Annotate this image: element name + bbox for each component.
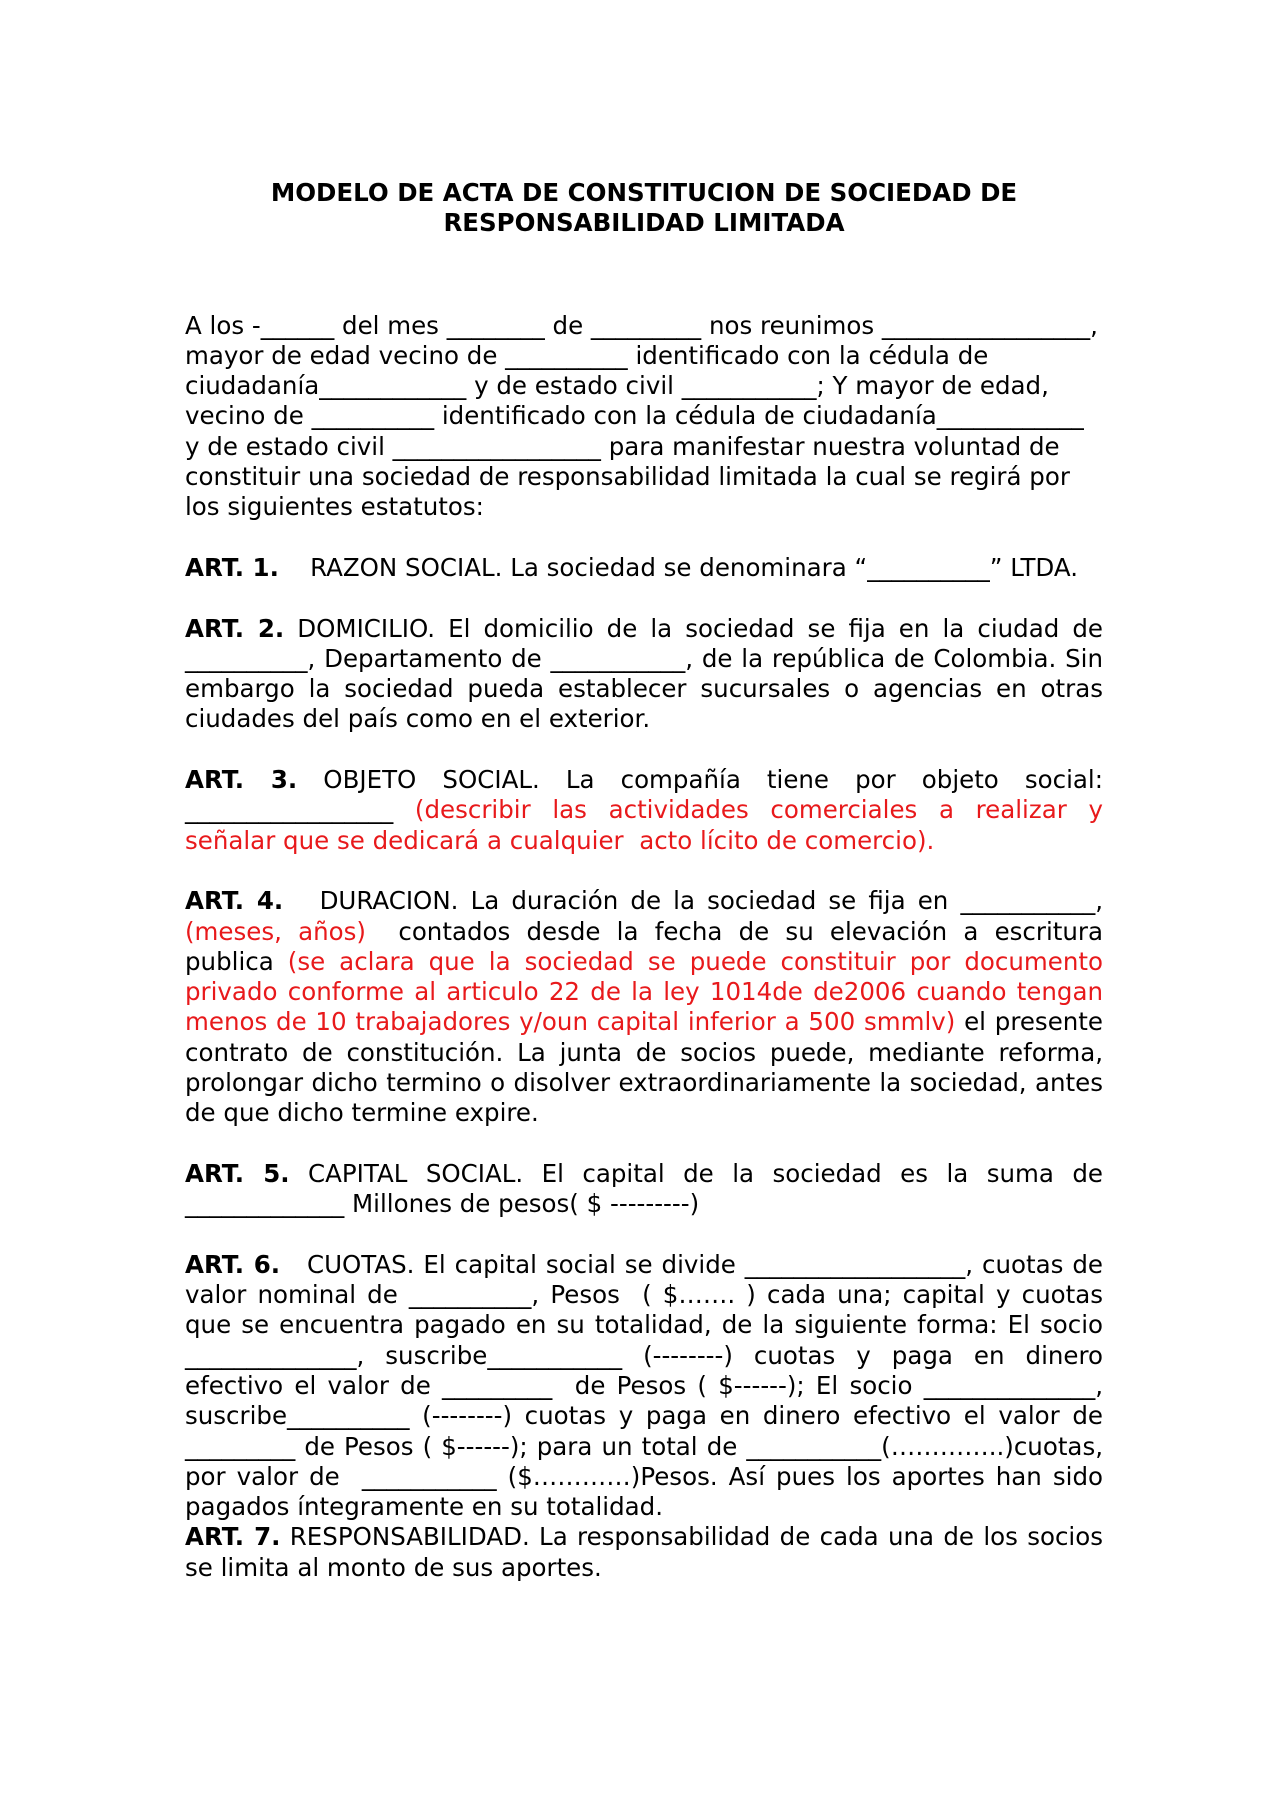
article-4 [185, 886, 1111, 1128]
title-line-1: MODELO DE ACTA DE CONSTITUCION DE SOCIEDAD DE [270, 178, 1018, 207]
document-title [185, 178, 1103, 239]
article-4-text-a: DURACION. La duración de la sociedad se fija en ___________, [283, 886, 1111, 916]
article-2-label: ART. 2. [185, 613, 285, 643]
article-1-label: ART. 1. [185, 552, 279, 582]
article-3-label: ART. 3. [185, 765, 298, 795]
article-3 [185, 765, 1111, 856]
article-7 [185, 1522, 1103, 1583]
article-4-note-b: (se aclara que la sociedad se puede constituir por documento privado conforme al articulo 22 de la ley 1014de de2006 cuando tengan menos de 10 trabajadores y/oun capital inferior a 500 smmlv) [185, 946, 1103, 1037]
article-4-note-a: (meses, años) [185, 916, 366, 946]
article-2-text: DOMICILIO. El domicilio de la sociedad se fija en la ciudad de __________, Departamento de ___________, de la república de Colombia. Sin embargo la sociedad pueda establecer sucursales o agencias en otras ciudades del país como en el exterior. [185, 613, 1111, 734]
article-7-text: RESPONSABILIDAD. La responsabilidad de cada una de los socios se limita al monto de sus aportes. [185, 1522, 1103, 1582]
article-6 [185, 1249, 1111, 1523]
article-4-label: ART. 4. [185, 886, 284, 916]
article-1 [185, 553, 1103, 583]
title-line-2: RESPONSABILIDAD LIMITADA [443, 208, 845, 238]
intro-paragraph: A los -______ del mes ________ de _________ nos reunimos _________________, mayor de edad vecino de __________ identificado con la cédula de ciudadanía____________ y de estado civil ___________; Y mayor de edad, vecino de __________ identificado con la cédula de ciudadanía____________ y de estado civil _________________ para manifestar nuestra voluntad de constituir una sociedad de responsabilidad limitada la cual se regirá por los siguientes estatutos: [185, 310, 1098, 522]
article-5-label: ART. 5. [185, 1158, 290, 1188]
article-4-text-b: contados desde la fecha de su elevación a escritura publica [185, 916, 1111, 976]
article-5-text: CAPITAL SOCIAL. El capital de la sociedad es la suma de _____________ Millones de pesos( $ ---------) [185, 1158, 1103, 1219]
article-6-text: CUOTAS. El capital social se divide __________________, cuotas de valor nominal de __________, Pesos ( $……. ) cada una; capital y cuotas que se encuentra pagado en su totalidad, de la siguiente forma: El socio ______________, suscribe___________ (--------) cuotas y paga en dinero efectivo el valor de _________ de Pesos ( $------); El socio ______________, suscribe__________ (--------) cuotas y paga en dinero efectivo el valor de _________ de Pesos ( $------); para un total de ___________(…………..)cuotas, por valor de ___________ ($…………)Pesos. Así pues los aportes han sido pagados íntegramente en su totalidad. [185, 1249, 1111, 1522]
article-7-label: ART. 7. [185, 1522, 281, 1552]
article-5 [185, 1159, 1103, 1220]
article-3-note: (describir las actividades comerciales a realizar y señalar que se dedicará a cualquier acto lícito de comercio). [185, 795, 1111, 855]
article-2 [185, 613, 1111, 735]
article-1-text: RAZON SOCIAL. La sociedad se denominara “__________” LTDA. [278, 552, 1078, 582]
article-3-text: OBJETO SOCIAL. La compañía tiene por objeto social: _________________ [185, 765, 1111, 825]
article-4-text-c: el presente contrato de constitución. La junta de socios puede, mediante reforma, prolongar dicho termino o disolver extraordinariamente la sociedad, antes de que dicho termine expire. [185, 1007, 1103, 1128]
article-6-label: ART. 6. [185, 1249, 281, 1279]
document-page [185, 178, 1111, 1583]
